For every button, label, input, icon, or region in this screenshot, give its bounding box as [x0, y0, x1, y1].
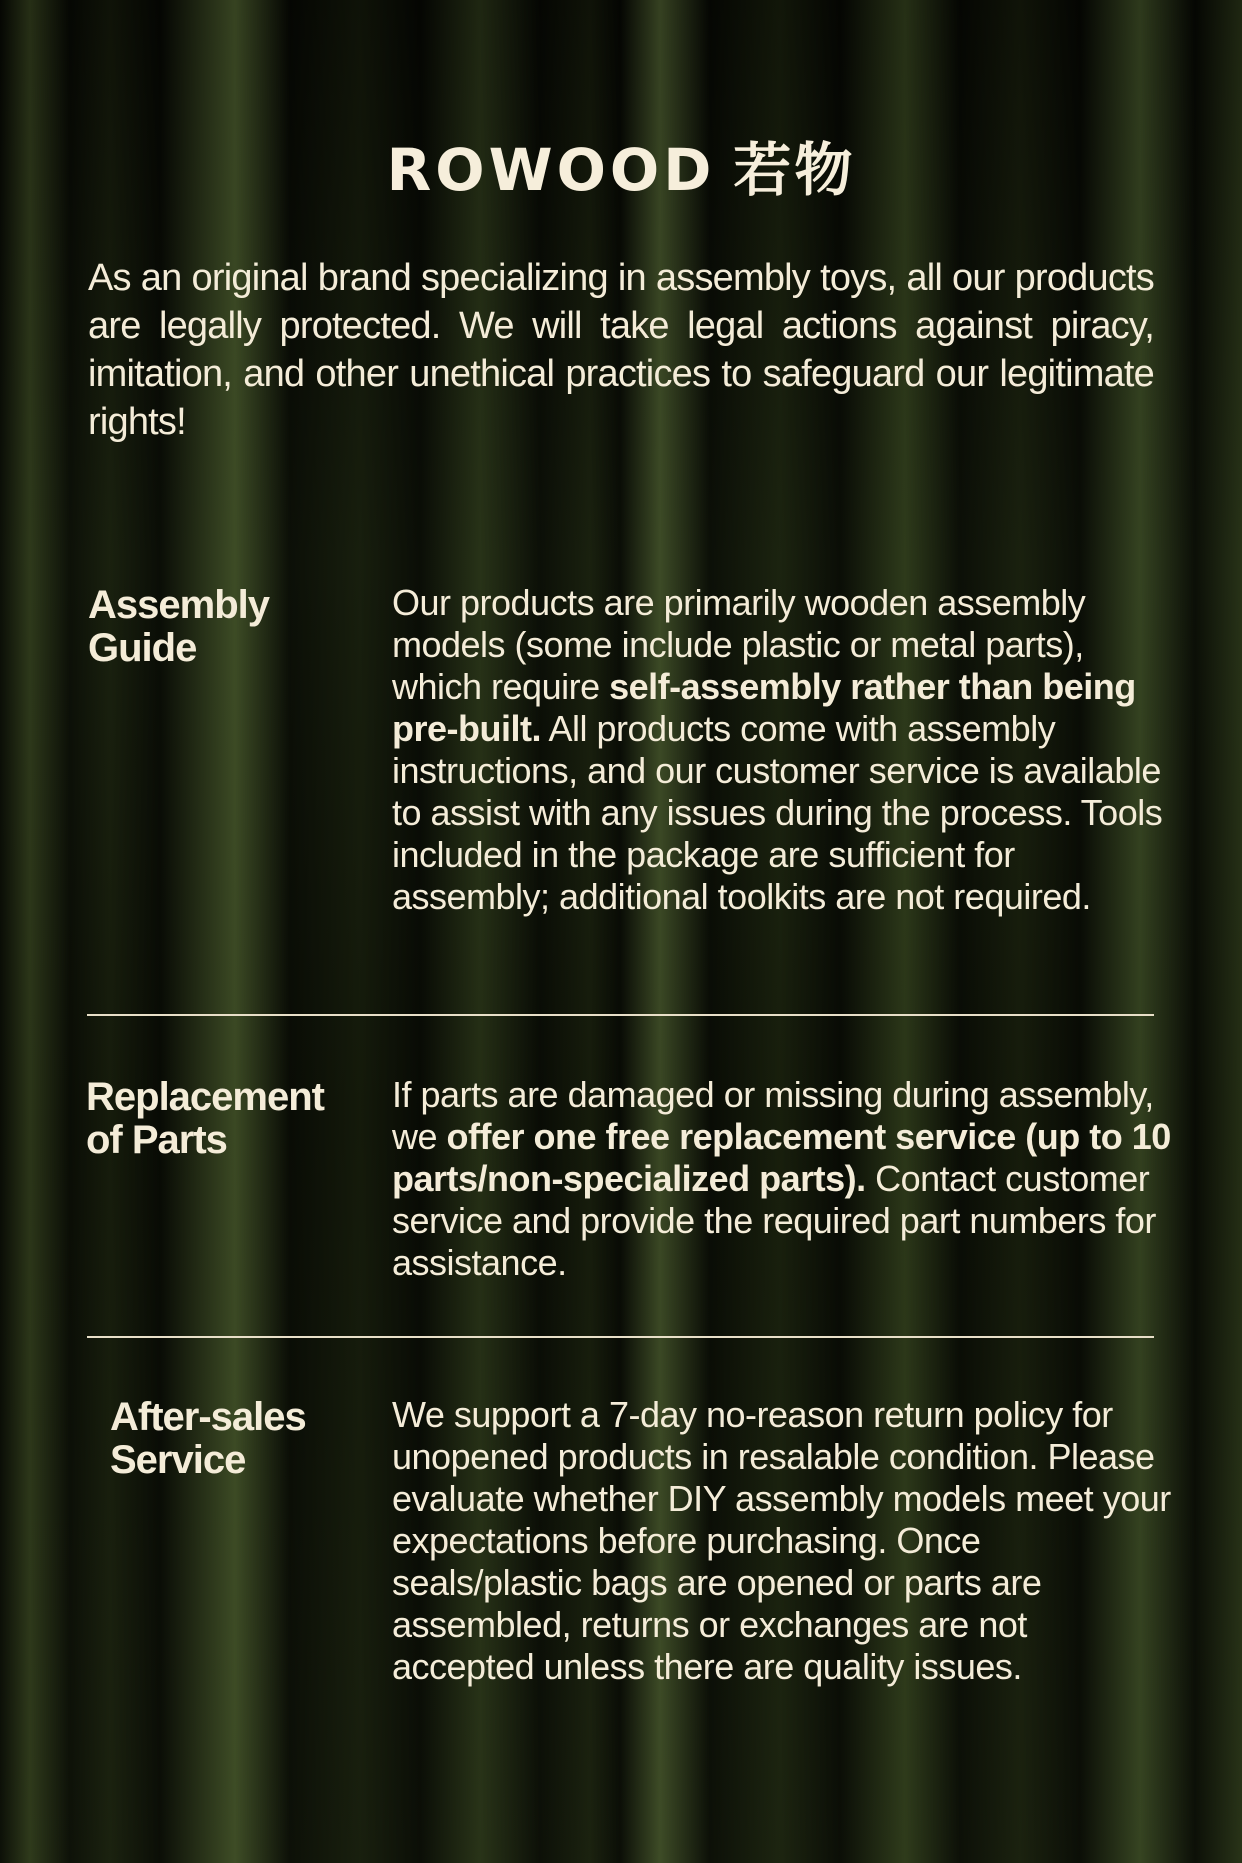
section-body	[392, 1394, 1172, 1688]
section-divider	[87, 1336, 1154, 1338]
section-title-line: Service	[110, 1438, 246, 1482]
section-text: Our products are primarily wooden assembly models (some include plastic or metal parts), which require	[392, 582, 1086, 707]
section-title	[86, 1076, 346, 1162]
section-title	[88, 584, 348, 670]
section-title-line: of Parts	[86, 1118, 227, 1162]
section-text-bold: offer one free replacement service (up to 10 parts/non-specialized parts).	[392, 1116, 1171, 1199]
section-title-line: After-sales	[110, 1395, 306, 1439]
brand-intro-text: As an original brand specializing in assembly toys, all our products are legally protected. We will take legal actions against piracy, imitation, and other unethical practices to safeguard our legitimate rights!	[88, 257, 1154, 443]
brand-name-latin: ROWOOD	[386, 136, 716, 204]
section-text: If parts are damaged or missing during assembly, we	[392, 1074, 1154, 1157]
section-title	[110, 1396, 370, 1482]
section-title-line: Replacement	[86, 1075, 324, 1119]
brand-name-chinese: 若物	[733, 136, 856, 204]
brand-logo	[0, 138, 1242, 203]
section-body	[392, 1074, 1172, 1284]
section-divider	[87, 1014, 1154, 1016]
section-text-bold: self-assembly rather than being pre-built.	[392, 666, 1136, 749]
section-text: All products come with assembly instructions, and our customer service is available to assist with any issues during the process. Tools included in the package are sufficient for assembly; additional toolkits are not required.	[392, 708, 1163, 917]
section-title-line: Guide	[88, 626, 197, 670]
section-text: We support a 7-day no-reason return policy for unopened products in resalable condition. Please evaluate whether DIY assembly models meet your expectations before purchasing. Once seals/plastic bags are opened or parts are assembled, returns or exchanges are not accepted unless there are quality issues.	[392, 1394, 1171, 1687]
section-title-line: Assembly	[88, 583, 269, 627]
section-body	[392, 582, 1172, 918]
section-text: Contact customer service and provide the required part numbers for assistance.	[392, 1158, 1156, 1283]
